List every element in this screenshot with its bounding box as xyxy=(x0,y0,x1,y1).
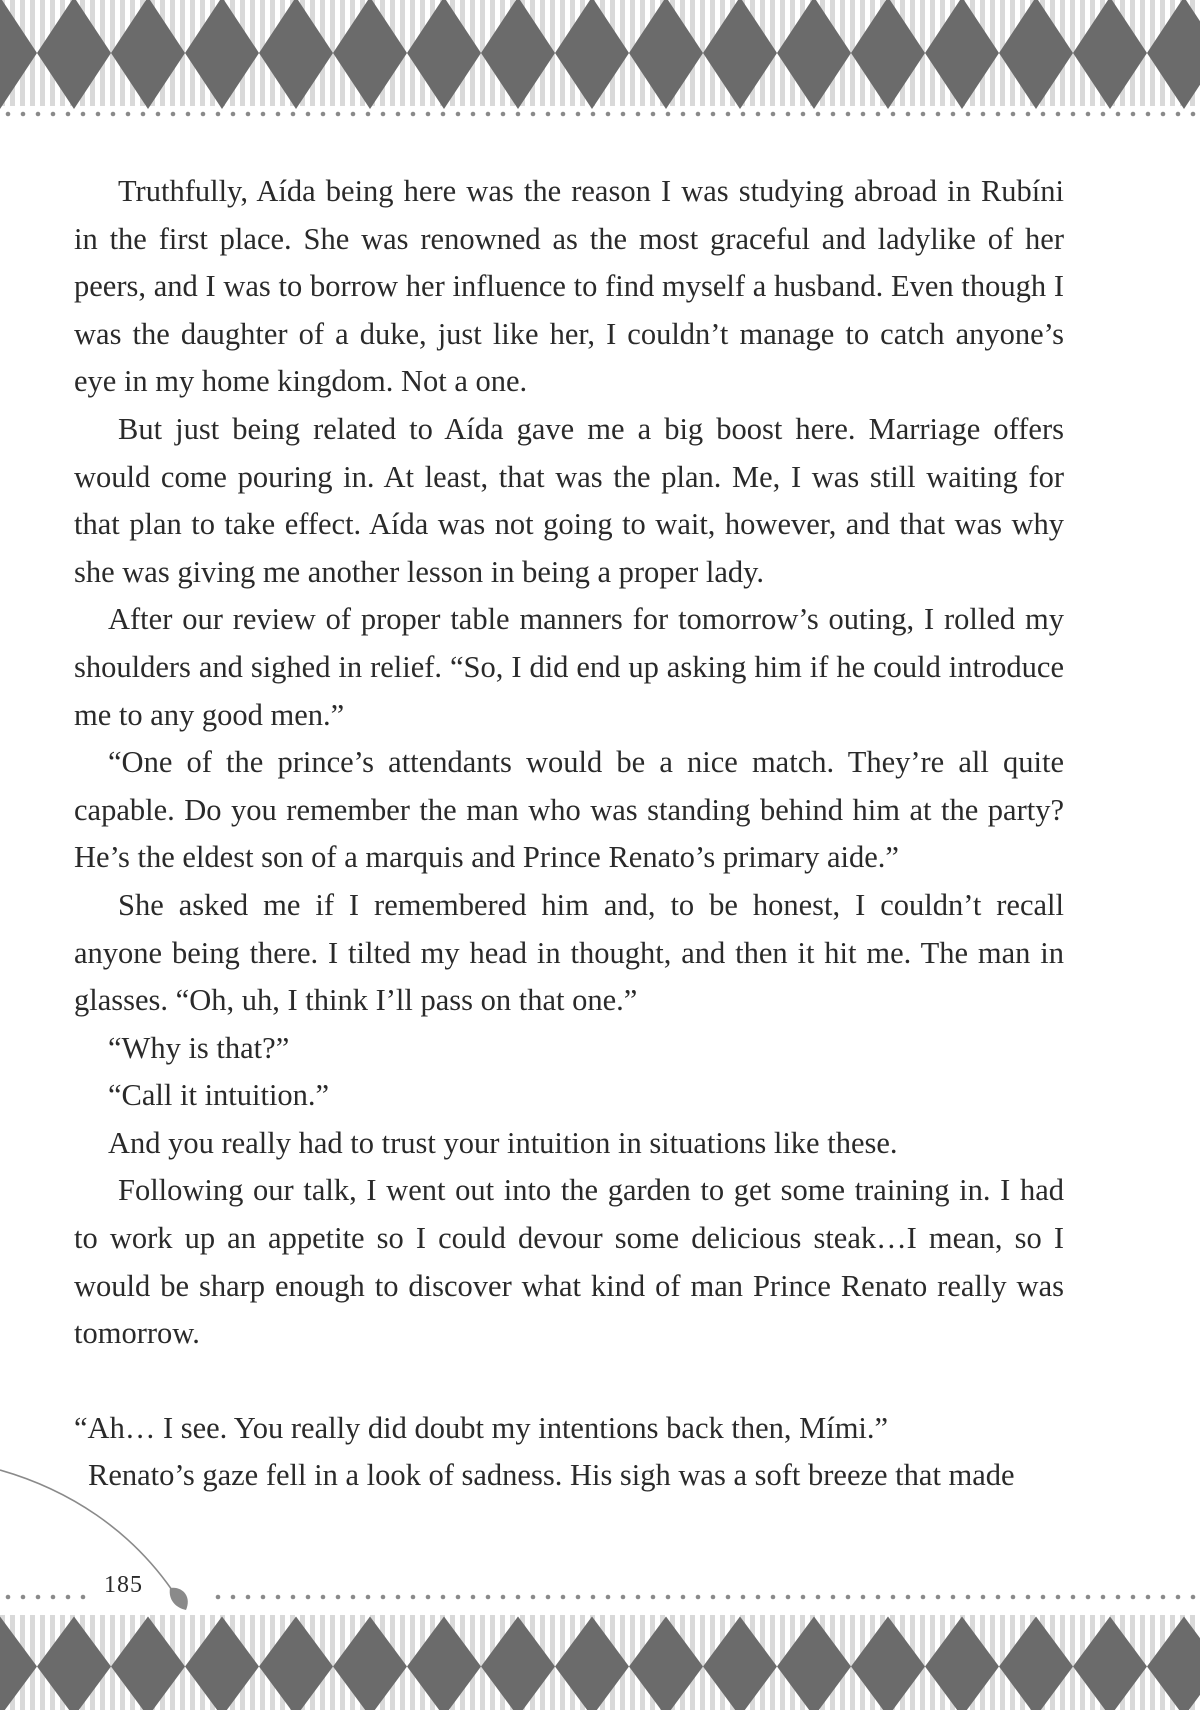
pattern-dot xyxy=(1116,1595,1121,1600)
pattern-dot xyxy=(861,112,866,117)
pattern-dot xyxy=(1056,112,1061,117)
pattern-dot xyxy=(231,112,236,117)
scene-break xyxy=(74,1358,1064,1405)
pattern-dot xyxy=(336,112,341,117)
pattern-dot xyxy=(936,112,941,117)
pattern-dot xyxy=(861,1595,866,1600)
bottom-dotted-line xyxy=(0,1590,1200,1604)
paragraph-8: And you really had to trust your intuition in situations like these. xyxy=(108,1125,898,1160)
pattern-dot xyxy=(396,112,401,117)
pattern-dot xyxy=(1071,1595,1076,1600)
page-body-text xyxy=(74,168,1064,1500)
paragraph-10: “Ah… I see. You really did doubt my intentions back then, Mími.” xyxy=(74,1410,889,1445)
argyle-pattern-bottom xyxy=(0,1615,1200,1710)
pattern-dot xyxy=(906,112,911,117)
pattern-dot xyxy=(81,1595,86,1600)
pattern-dot xyxy=(1131,112,1136,117)
pattern-diamond xyxy=(777,1617,851,1710)
pattern-dot xyxy=(291,112,296,117)
paragraph-9: Following our talk, I went out into the garden to get some training in. I had to work up an appetite so I could devour some delicious steak…I mean, so I would be sharp enough to discover what kind of man Prince Renato really was tomorrow. xyxy=(74,1173,1064,1351)
pattern-dot xyxy=(636,1595,641,1600)
pattern-dot xyxy=(891,1595,896,1600)
pattern-dot xyxy=(366,112,371,117)
pattern-dot xyxy=(456,1595,461,1600)
pattern-dot xyxy=(1086,1595,1091,1600)
pattern-dot xyxy=(21,1595,26,1600)
pattern-dot xyxy=(351,1595,356,1600)
pattern-dot xyxy=(546,112,551,117)
pattern-dot xyxy=(816,112,821,117)
pattern-dot xyxy=(741,1595,746,1600)
pattern-dot xyxy=(201,112,206,117)
pattern-dot xyxy=(906,1595,911,1600)
pattern-dot xyxy=(681,1595,686,1600)
pattern-dot xyxy=(51,1595,56,1600)
paragraph-7: “Call it intuition.” xyxy=(108,1078,330,1113)
pattern-dot xyxy=(1101,112,1106,117)
pattern-dot xyxy=(891,112,896,117)
pattern-dot xyxy=(516,1595,521,1600)
pattern-dot xyxy=(531,112,536,117)
pattern-dot xyxy=(666,112,671,117)
pattern-dot xyxy=(1011,1595,1016,1600)
pattern-dot xyxy=(1071,112,1076,117)
pattern-dot xyxy=(306,112,311,117)
pattern-dot xyxy=(801,112,806,117)
pattern-dot xyxy=(51,112,56,117)
pattern-dot xyxy=(651,1595,656,1600)
pattern-dot xyxy=(621,1595,626,1600)
pattern-diamond xyxy=(555,1617,629,1710)
pattern-dot xyxy=(471,1595,476,1600)
pattern-dot xyxy=(21,112,26,117)
pattern-dot xyxy=(636,112,641,117)
pattern-dot xyxy=(171,112,176,117)
pattern-dot xyxy=(81,112,86,117)
pattern-diamond xyxy=(925,1617,999,1710)
pattern-dot xyxy=(981,1595,986,1600)
pattern-dot xyxy=(486,112,491,117)
pattern-dot xyxy=(771,112,776,117)
pattern-dot xyxy=(441,112,446,117)
pattern-dot xyxy=(1011,112,1016,117)
pattern-dot xyxy=(1161,112,1166,117)
pattern-dot xyxy=(156,112,161,117)
pattern-dot xyxy=(516,112,521,117)
pattern-dot xyxy=(411,112,416,117)
pattern-dot xyxy=(681,112,686,117)
pattern-dot xyxy=(546,1595,551,1600)
pattern-dot xyxy=(6,1595,11,1600)
paragraph-1: Truthfully, Aída being here was the reason I was studying abroad in Rubíni in the first place. She was renowned as the most graceful and ladylike of her peers, and I was to borrow her influence to find myself a husband. Even though I was the daughter of a duke, just like her, I couldn’t manage to catch anyone’s eye in my home kingdom. Not a one. xyxy=(74,174,1064,399)
pattern-dot xyxy=(726,1595,731,1600)
pattern-dot xyxy=(96,112,101,117)
pattern-dot xyxy=(246,1595,251,1600)
pattern-dot xyxy=(936,1595,941,1600)
pattern-dot xyxy=(66,112,71,117)
pattern-dot xyxy=(456,112,461,117)
pattern-stripe xyxy=(700,1615,705,1710)
pattern-dot xyxy=(846,112,851,117)
pattern-dot xyxy=(1101,1595,1106,1600)
pattern-dot xyxy=(381,112,386,117)
pattern-dot xyxy=(66,1595,71,1600)
pattern-dot xyxy=(501,112,506,117)
pattern-dot xyxy=(1041,112,1046,117)
pattern-diamond xyxy=(185,1617,259,1710)
pattern-dot xyxy=(276,112,281,117)
pattern-dot xyxy=(756,112,761,117)
pattern-dot xyxy=(261,112,266,117)
pattern-stripe xyxy=(1070,1615,1075,1710)
pattern-dot xyxy=(921,1595,926,1600)
pattern-dot xyxy=(441,1595,446,1600)
pattern-dot xyxy=(831,1595,836,1600)
pattern-dot xyxy=(216,1595,221,1600)
pattern-dot xyxy=(276,1595,281,1600)
pattern-dot xyxy=(321,112,326,117)
pattern-dot xyxy=(801,1595,806,1600)
pattern-dot xyxy=(321,1595,326,1600)
top-border-pattern xyxy=(0,0,1200,122)
pattern-dot xyxy=(786,112,791,117)
pattern-dot xyxy=(186,112,191,117)
pattern-dot xyxy=(741,112,746,117)
pattern-dot xyxy=(306,1595,311,1600)
pattern-dot xyxy=(1161,1595,1166,1600)
paragraph-3: After our review of proper table manners for tomorrow’s outing, I rolled my shoulders and sighed in relief. “So, I did end up asking him if he could introduce me to any good men.” xyxy=(74,602,1064,732)
pattern-dot xyxy=(876,1595,881,1600)
pattern-dot xyxy=(846,1595,851,1600)
pattern-dot xyxy=(381,1595,386,1600)
paragraph-6: “Why is that?” xyxy=(108,1030,290,1065)
pattern-dot xyxy=(606,1595,611,1600)
pattern-dot xyxy=(1041,1595,1046,1600)
pattern-dot xyxy=(36,112,41,117)
pattern-diamond xyxy=(407,1617,481,1710)
pattern-dot xyxy=(621,112,626,117)
pattern-dot xyxy=(996,112,1001,117)
pattern-dot xyxy=(1146,1595,1151,1600)
pattern-dot xyxy=(231,1595,236,1600)
pattern-dot xyxy=(291,1595,296,1600)
pattern-dot xyxy=(966,112,971,117)
pattern-dot xyxy=(696,1595,701,1600)
pattern-dot xyxy=(216,112,221,117)
paragraph-2: But just being related to Aída gave me a big boost here. Marriage offers would come pouring in. At least, that was the plan. Me, I was still waiting for that plan to take effect. Aída was not going to wait, however, and that was why she was giving me another lesson in being a proper lady. xyxy=(74,411,1064,589)
pattern-dot xyxy=(6,112,11,117)
pattern-dot xyxy=(36,1595,41,1600)
pattern-dot xyxy=(1176,1595,1181,1600)
pattern-dot xyxy=(411,1595,416,1600)
pattern-dot xyxy=(831,112,836,117)
pattern-dot xyxy=(1116,112,1121,117)
pattern-dot xyxy=(261,1595,266,1600)
pattern-dot xyxy=(726,112,731,117)
pattern-dot xyxy=(771,1595,776,1600)
pattern-dot xyxy=(921,112,926,117)
pattern-dot xyxy=(951,1595,956,1600)
pattern-dot xyxy=(111,112,116,117)
pattern-dot xyxy=(711,1595,716,1600)
pattern-dot xyxy=(471,112,476,117)
pattern-dot xyxy=(951,112,956,117)
pattern-dot xyxy=(1191,1595,1196,1600)
pattern-dot xyxy=(756,1595,761,1600)
paragraph-5: She asked me if I remembered him and, to be honest, I couldn’t recall anyone being there. I tilted my head in thought, and then it hit me. The man in glasses. “Oh, uh, I think I’ll pass on that one.” xyxy=(74,887,1064,1018)
pattern-dot xyxy=(426,112,431,117)
pattern-dot xyxy=(1191,112,1196,117)
pattern-diamond xyxy=(37,1617,111,1710)
pattern-dot xyxy=(591,1595,596,1600)
pattern-dot xyxy=(1056,1595,1061,1600)
pattern-dot xyxy=(141,112,146,117)
pattern-dot xyxy=(396,1595,401,1600)
bottom-border-pattern xyxy=(0,1615,1200,1710)
pattern-dot xyxy=(1026,1595,1031,1600)
pattern-dot xyxy=(366,1595,371,1600)
pattern-dot xyxy=(606,112,611,117)
pattern-dot xyxy=(561,1595,566,1600)
pattern-dot xyxy=(786,1595,791,1600)
pattern-dot xyxy=(576,1595,581,1600)
pattern-dot xyxy=(876,112,881,117)
paragraph-4: “One of the prince’s attendants would be a nice match. They’re all quite capable. Do you remember the man who was standing behind him at the party? He’s the eldest son of a marquis and Prince Renato’s primary aide.” xyxy=(74,745,1064,875)
pattern-dot xyxy=(351,112,356,117)
pattern-dot xyxy=(576,112,581,117)
argyle-pattern-top xyxy=(0,0,1200,122)
pattern-dot xyxy=(966,1595,971,1600)
pattern-dot xyxy=(1086,112,1091,117)
pattern-dot xyxy=(1146,112,1151,117)
pattern-dot xyxy=(561,112,566,117)
pattern-dot xyxy=(711,112,716,117)
page-number: 185 xyxy=(104,1572,143,1598)
pattern-dot xyxy=(1176,112,1181,117)
pattern-dot xyxy=(126,112,131,117)
pattern-dot xyxy=(981,112,986,117)
pattern-dot xyxy=(486,1595,491,1600)
pattern-dot xyxy=(996,1595,1001,1600)
paragraph-11: Renato’s gaze fell in a look of sadness. His sigh was a soft breeze that made xyxy=(88,1458,1015,1493)
pattern-dot xyxy=(246,112,251,117)
pattern-dot xyxy=(696,112,701,117)
pattern-dot xyxy=(666,1595,671,1600)
pattern-dot xyxy=(816,1595,821,1600)
pattern-stripe xyxy=(330,1615,335,1710)
pattern-dot xyxy=(651,112,656,117)
pattern-dot xyxy=(1131,1595,1136,1600)
pattern-dot xyxy=(336,1595,341,1600)
pattern-dot xyxy=(591,112,596,117)
pattern-dot xyxy=(531,1595,536,1600)
pattern-dot xyxy=(1026,112,1031,117)
pattern-dot xyxy=(426,1595,431,1600)
pattern-dot xyxy=(501,1595,506,1600)
